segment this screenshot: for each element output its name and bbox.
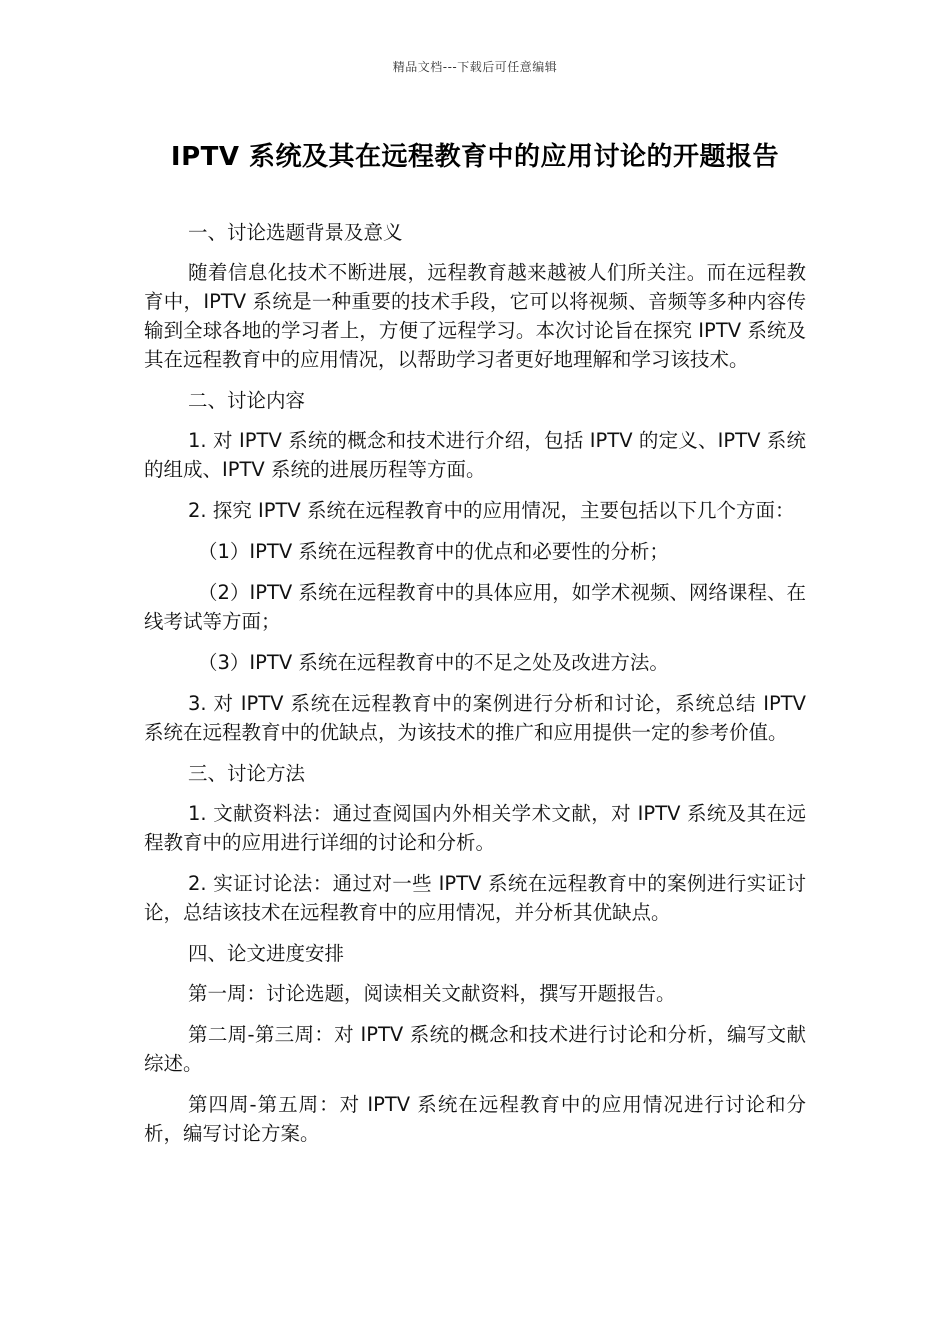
page-title: IPTV 系统及其在远程教育中的应用讨论的开题报告 [170,142,780,172]
document-body [144,218,806,1160]
content-item-1: 1. 对 IPTV 系统的概念和技术进行介绍，包括 IPTV 的定义、IPTV 系统的组成、IPTV 系统的进展历程等方面。 [144,429,806,481]
schedule-week-4-5: 第四周-第五周：对 IPTV 系统在远程教育中的应用情况进行讨论和分析，编写讨论方案。 [144,1093,806,1145]
section-heading-methods: 三、讨论方法 [188,762,306,785]
section-heading-content: 二、讨论内容 [188,389,306,412]
content-subitem-3: （3）IPTV 系统在远程教育中的不足之处及改进方法。 [198,651,669,674]
header-note: 精品文档---下载后可任意编辑 [392,60,558,74]
content-subitem-2: （2）IPTV 系统在远程教育中的具体应用，如学术视频、网络课程、在线考试等方面； [144,581,806,633]
section-heading-schedule: 四、论文进度安排 [188,942,345,965]
schedule-week-1: 第一周：讨论选题，阅读相关文献资料，撰写开题报告。 [188,982,676,1005]
schedule-week-2-3: 第二周-第三周：对 IPTV 系统的概念和技术进行讨论和分析，编写文献综述。 [144,1023,806,1075]
content-item-2: 2. 探究 IPTV 系统在远程教育中的应用情况，主要包括以下几个方面： [188,499,795,522]
paragraph-background: 随着信息化技术不断进展，远程教育越来越被人们所关注。而在远程教育中，IPTV 系统是一种重要的技术手段，它可以将视频、音频等多种内容传输到全球各地的学习者上，方便了远程学习。本次讨论旨在探究 IPTV 系统及其在远程教育中的应用情况，以帮助学习者更好地理解和学习该技术。 [144,261,806,371]
method-item-2: 2. 实证讨论法：通过对一些 IPTV 系统在远程教育中的案例进行实证讨论，总结该技术在远程教育中的应用情况，并分析其优缺点。 [144,872,806,924]
section-heading-background: 一、讨论选题背景及意义 [188,221,403,244]
content-item-3: 3. 对 IPTV 系统在远程教育中的案例进行分析和讨论，系统总结 IPTV 系统在远程教育中的优缺点，为该技术的推广和应用提供一定的参考价值。 [144,692,806,744]
content-subitem-1: （1）IPTV 系统在远程教育中的优点和必要性的分析； [198,540,669,563]
method-item-1: 1. 文献资料法：通过查阅国内外相关学术文献，对 IPTV 系统及其在远程教育中的应用进行详细的讨论和分析。 [144,802,806,854]
